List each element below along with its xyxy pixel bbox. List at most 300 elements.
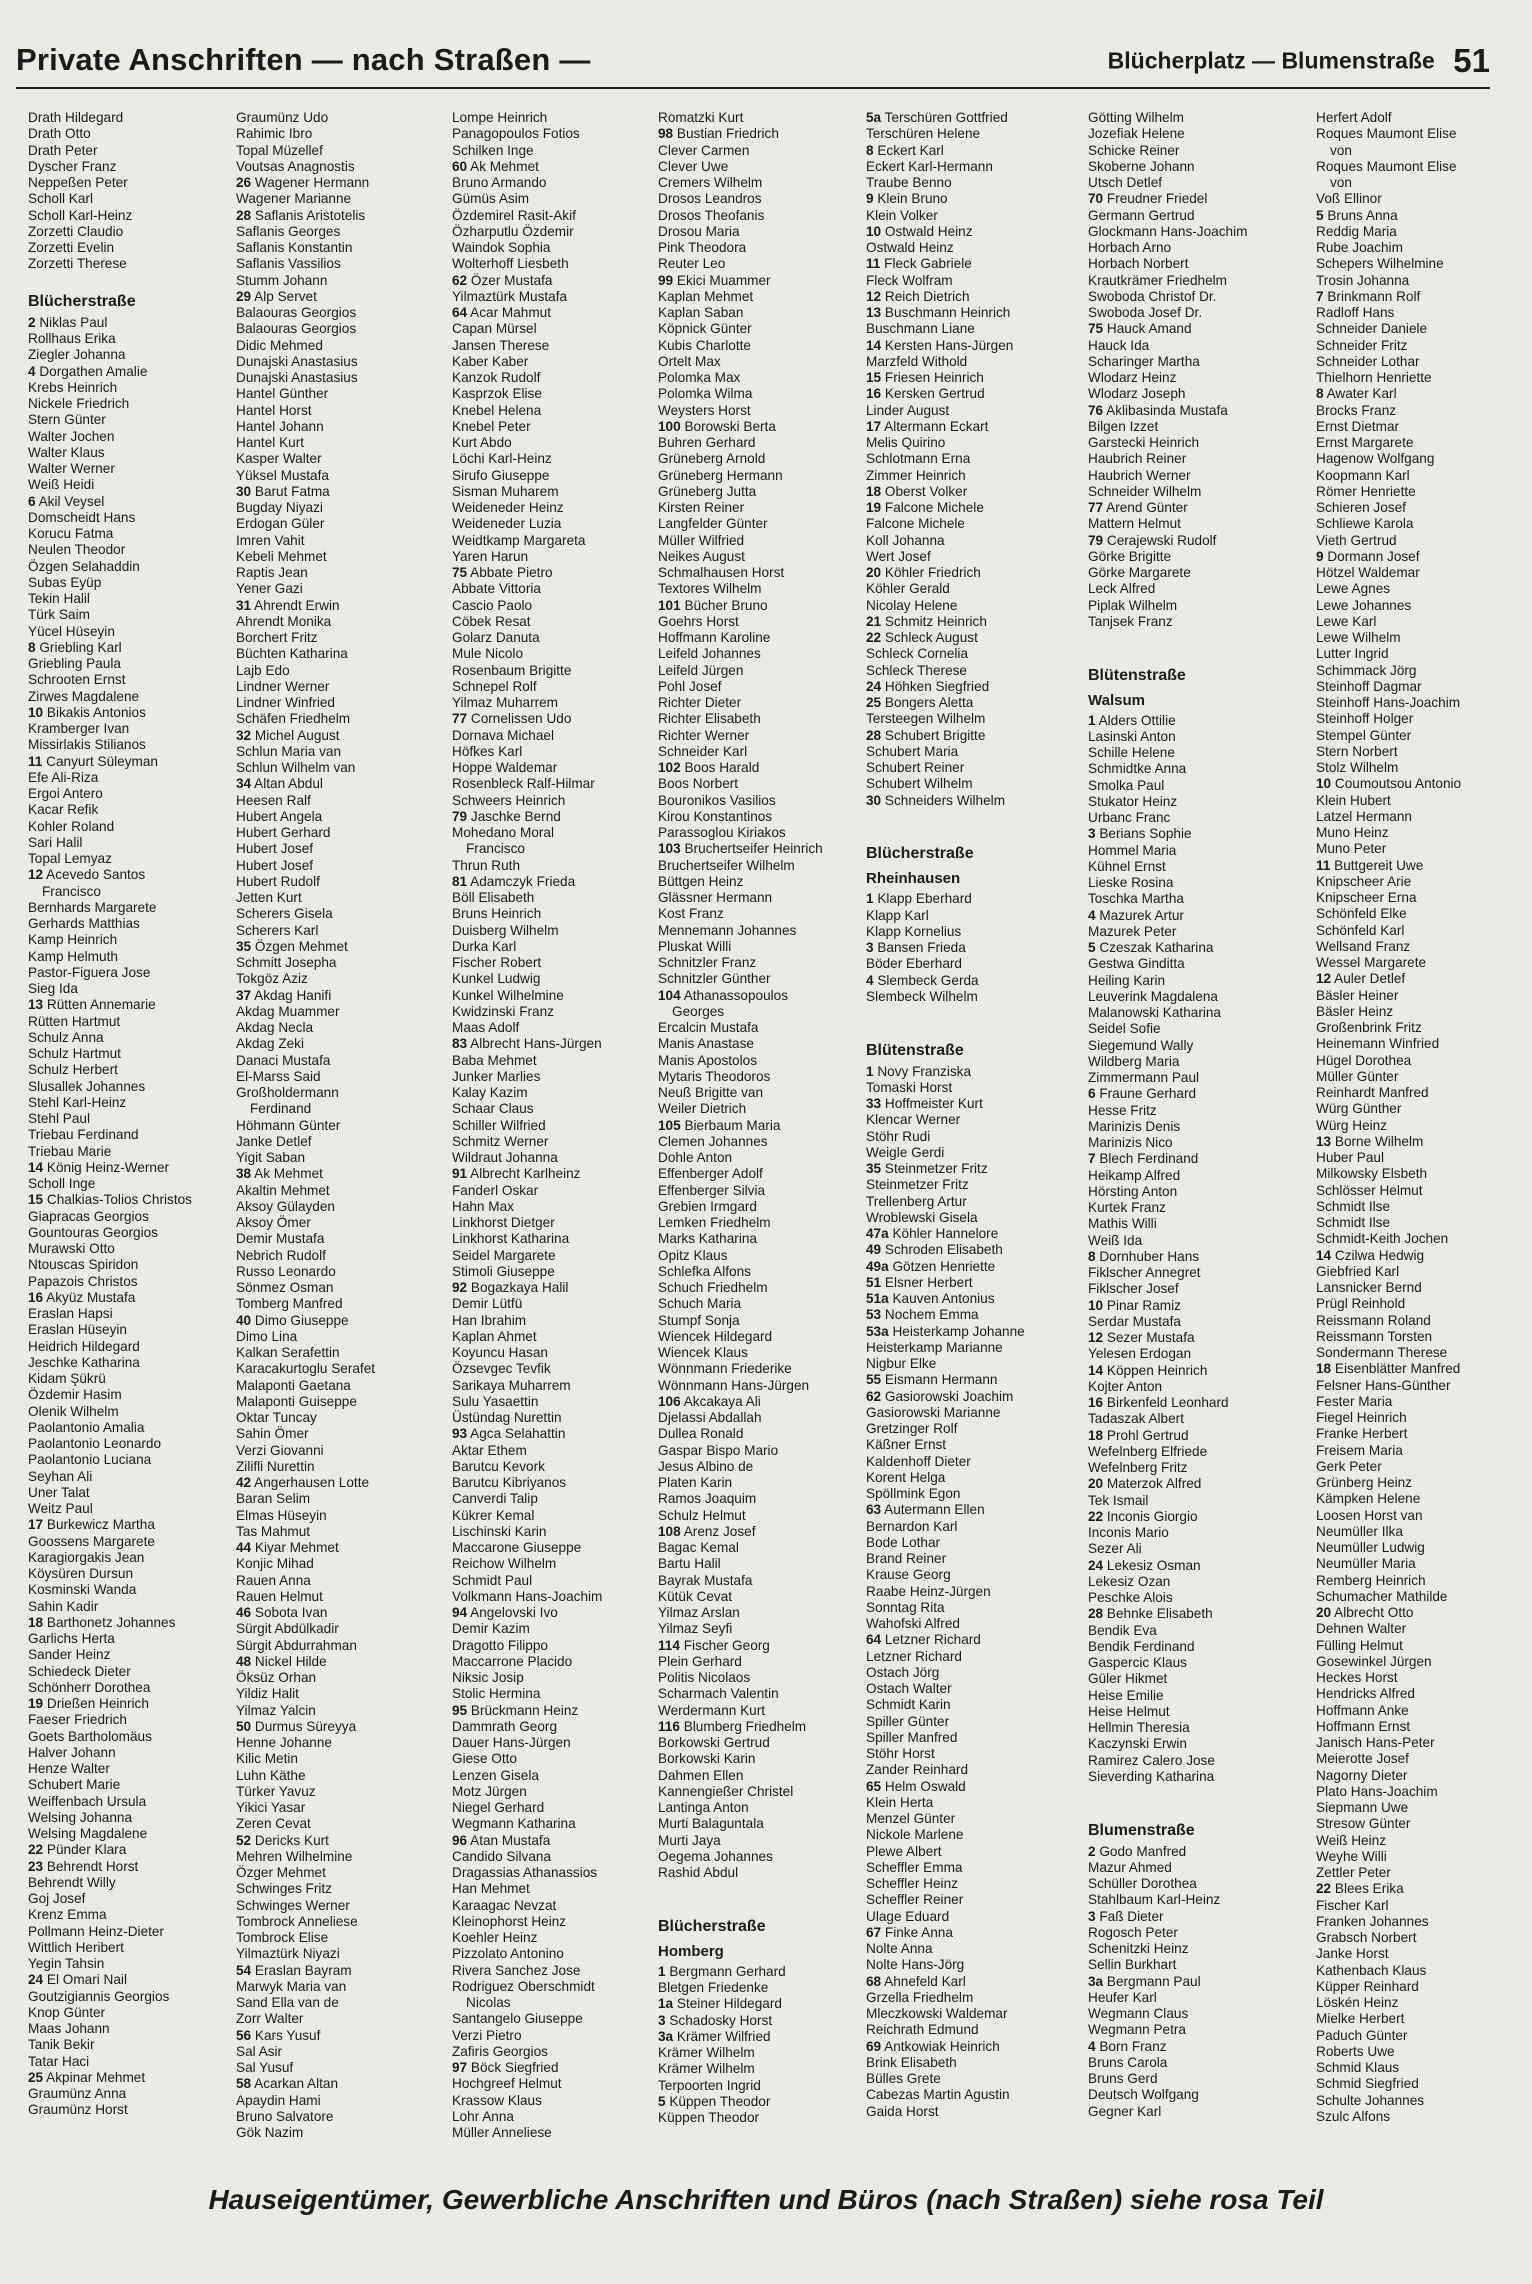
directory-entry [866, 1811, 1084, 1827]
resident-name: Weiß Heidi [28, 477, 95, 493]
directory-entry [1316, 1280, 1512, 1296]
directory-entry [236, 1296, 446, 1312]
directory-entry [28, 191, 232, 207]
directory-entry [452, 695, 652, 711]
directory-entry [866, 908, 1084, 924]
directory-entry [236, 1053, 446, 1069]
resident-name: Jesus Albino de [658, 1458, 754, 1474]
directory-entry [1088, 1509, 1314, 1525]
house-number: 24 [28, 1972, 44, 1988]
resident-name: Halver Johann [28, 1744, 116, 1760]
resident-name: Lasinski Anton [1088, 728, 1176, 744]
resident-name: Akaltin Mehmet [236, 1182, 330, 1198]
house-number: 18 [1316, 1361, 1332, 1377]
resident-name: Klapp Kornelius [866, 923, 962, 939]
resident-name: Mazur Ahmed [1088, 1859, 1172, 1875]
house-number: 108 [658, 1523, 681, 1539]
directory-entry [1088, 581, 1314, 597]
spacer [28, 273, 232, 289]
resident-name: Heisterkamp Marianne [866, 1339, 1003, 1355]
directory-entry [236, 516, 446, 532]
directory-entry [1316, 1589, 1512, 1605]
resident-name: Faß Dieter [1099, 1908, 1164, 1924]
resident-name: Arend Günter [1106, 500, 1188, 515]
directory-entry [28, 1176, 232, 1192]
directory-entry [866, 1600, 1084, 1616]
house-number: 16 [1088, 1395, 1104, 1410]
resident-name: Schlun Maria van [236, 743, 342, 759]
directory-entry [452, 1703, 652, 1719]
resident-name: Gosewinkel Jürgen [1316, 1653, 1432, 1669]
directory-entry [28, 932, 232, 948]
resident-name: Tekin Halil [28, 591, 90, 606]
directory-entry [1088, 143, 1314, 159]
directory-entry [866, 110, 1084, 126]
directory-entry [866, 2006, 1084, 2022]
directory-entry [236, 2125, 446, 2141]
resident-name: Schönfeld Karl [1316, 922, 1405, 938]
resident-name: Romatzki Kurt [658, 110, 744, 125]
resident-name: Albrecht Karlheinz [470, 1166, 581, 1182]
resident-name: Hantel Günther [236, 386, 329, 402]
resident-name: Didic Mehmed [236, 337, 323, 353]
resident-name: Paolantonio Leonardo [28, 1436, 162, 1451]
directory-entry [452, 1004, 652, 1020]
house-number: 8 [1088, 1248, 1096, 1264]
directory-entry [452, 1264, 652, 1280]
directory-entry [452, 971, 652, 987]
resident-name: Klein Volker [866, 207, 938, 223]
resident-name: Lansnicker Bernd [1316, 1280, 1422, 1295]
resident-name: Ramos Joaquim [658, 1491, 757, 1507]
directory-entry [28, 542, 232, 558]
house-number: 4 [1088, 907, 1096, 923]
directory-entry [658, 1491, 862, 1507]
spacer [866, 1021, 1084, 1037]
resident-name: Koll Johanna [866, 532, 945, 548]
house-number: 7 [1088, 1151, 1096, 1167]
house-number: 35 [866, 1161, 882, 1176]
resident-name: Pizzolato Antonino [452, 1946, 564, 1962]
resident-name: Nebrich Rudolf [236, 1247, 326, 1263]
resident-name: Janisch Hans-Peter [1316, 1735, 1435, 1750]
resident-name: Lantinga Anton [658, 1800, 749, 1815]
directory-entry [1088, 1411, 1314, 1427]
resident-name: Blees Erika [1334, 1881, 1404, 1897]
directory-entry [452, 110, 652, 126]
directory-entry [1316, 2109, 1512, 2125]
resident-name: Stimoli Giuseppe [452, 1263, 555, 1279]
resident-name: Yigit Saban [236, 1150, 306, 1165]
resident-name: Sobota Ivan [254, 1605, 328, 1620]
directory-entry [658, 1540, 862, 1556]
directory-entry [658, 1410, 862, 1426]
resident-name: Walter Jochen [28, 428, 115, 444]
resident-name: Wert Josef [866, 548, 931, 564]
resident-name: Zander Reinhard [866, 1762, 969, 1778]
house-number: 5 [1088, 940, 1096, 955]
directory-entry [658, 939, 862, 955]
resident-name: Polomka Wilma [658, 386, 753, 402]
resident-name: Gestwa Ginditta [1088, 956, 1185, 972]
directory-entry [28, 429, 232, 445]
resident-name: Schulz Herbert [28, 1062, 118, 1078]
resident-name: Gegner Karl [1088, 2103, 1162, 2119]
resident-name: Stumpf Sonja [658, 1312, 740, 1328]
resident-name: Hoppe Waldemar [452, 760, 558, 775]
directory-entry [866, 1616, 1084, 1632]
resident-name: Sirufo Giuseppe [452, 467, 550, 483]
directory-entry [1316, 809, 1512, 825]
resident-name: Dahmen Ellen [658, 1767, 744, 1783]
directory-entry [236, 679, 446, 695]
directory-entry [28, 2070, 232, 2086]
directory-entry [658, 614, 862, 630]
directory-entry [452, 1963, 652, 1979]
directory-entry [236, 825, 446, 841]
resident-name: Würg Heinz [1316, 1117, 1388, 1133]
directory-entry [1088, 435, 1314, 451]
house-number: 77 [1088, 500, 1104, 515]
house-number: 92 [452, 1280, 468, 1295]
directory-entry [1316, 1296, 1512, 1312]
directory-entry [1088, 468, 1314, 484]
house-number: 13 [1316, 1133, 1332, 1149]
directory-entry [452, 1898, 652, 1914]
directory-entry [28, 867, 232, 883]
directory-entry [452, 1296, 652, 1312]
resident-name: Tombrock Anneliese [236, 1913, 358, 1929]
directory-entry [236, 1621, 446, 1637]
resident-name: Korent Helga [866, 1469, 946, 1485]
directory-entry [28, 916, 232, 932]
resident-name: Weiffenbach Ursula [28, 1793, 147, 1809]
directory-entry [1316, 1491, 1512, 1507]
directory-entry [28, 2021, 232, 2037]
directory-entry [452, 419, 652, 435]
house-number: 3 [1088, 1908, 1096, 1924]
directory-entry [658, 1361, 862, 1377]
resident-name: Ahrendt Monika [236, 613, 332, 629]
house-number: 1 [866, 1063, 874, 1079]
directory-entry [28, 396, 232, 412]
directory-entry [452, 874, 652, 890]
resident-name: Drath Peter [28, 142, 98, 158]
resident-name: Athanassopoulos [683, 987, 789, 1003]
directory-entry [866, 1324, 1084, 1340]
resident-name: Würg Günther [1316, 1101, 1402, 1117]
resident-name: Hommel Maria [1088, 842, 1177, 858]
house-number: 30 [866, 792, 882, 808]
resident-name: Yilmaz Yalcin [236, 1702, 316, 1718]
directory-entry [866, 1762, 1084, 1778]
resident-name: Kathenbach Klaus [1316, 1962, 1427, 1978]
directory-entry [1316, 370, 1512, 386]
directory-entry [658, 1751, 862, 1767]
resident-name: Wlodarz Joseph [1088, 386, 1186, 402]
resident-name: Tek Ismail [1088, 1492, 1149, 1508]
directory-entry [866, 1486, 1084, 1502]
resident-name: Nolte Hans-Jörg [866, 1957, 965, 1973]
resident-name: Weitz Paul [28, 1501, 93, 1516]
house-number: 103 [658, 841, 681, 857]
resident-name: Grüneberg Jutta [658, 483, 757, 499]
resident-name: Demir Mustafa [236, 1231, 325, 1247]
resident-name: Fischer Karl [1316, 1897, 1389, 1913]
resident-name: Schmitz Werner [452, 1133, 549, 1149]
house-number: 7 [1316, 288, 1324, 304]
directory-entry [866, 191, 1084, 207]
house-number: 14 [866, 337, 882, 353]
directory-entry [658, 1735, 862, 1751]
directory-entry [658, 468, 862, 484]
resident-name: Eisenblätter Manfred [1334, 1361, 1461, 1377]
resident-name: Stukator Heinz [1088, 793, 1178, 809]
resident-name: Russo Leonardo [236, 1263, 336, 1279]
resident-name: Reichow Wilhelm [452, 1556, 557, 1572]
house-number: 24 [1088, 1557, 1104, 1573]
directory-entry [452, 1914, 652, 1930]
directory-entry [658, 1378, 862, 1394]
resident-name: Altan Abdul [254, 776, 323, 792]
resident-name: Urbanc Franc [1088, 810, 1171, 825]
resident-name: Schicke Reiner [1088, 142, 1180, 158]
resident-name: Auler Detlef [1334, 971, 1406, 987]
resident-name: Acar Mahmut [470, 305, 551, 320]
directory-entry [452, 598, 652, 614]
resident-name: Utsch Detlef [1088, 175, 1163, 190]
directory-entry [658, 2013, 862, 2029]
directory-entry [1316, 1361, 1512, 1377]
directory-entry [658, 224, 862, 240]
resident-name: Slembeck Gerda [877, 972, 979, 988]
directory-entry [1316, 2093, 1512, 2109]
resident-name: Pohl Josef [658, 678, 722, 694]
resident-name: Kersten Hans-Jürgen [884, 337, 1014, 353]
resident-name: Yilmaztürk Niyazi [236, 1946, 340, 1962]
resident-name: Böll Elisabeth [452, 890, 535, 905]
resident-name: Malanowski Katharina [1088, 1005, 1221, 1020]
house-number: 114 [658, 1637, 680, 1653]
directory-entry [1088, 321, 1314, 337]
directory-entry [236, 1069, 446, 1085]
resident-name: Blumberg Friedhelm [683, 1718, 807, 1734]
directory-entry [452, 1101, 652, 1117]
resident-name: Hantel Kurt [236, 435, 305, 450]
house-number: 34 [236, 776, 252, 792]
resident-name: Schleck Cornelia [866, 646, 968, 662]
directory-entry [658, 1134, 862, 1150]
resident-name: Kebeli Mehmet [236, 548, 327, 564]
resident-name: Bagac Kemal [658, 1540, 739, 1555]
resident-name: Neuß Brigitte van [658, 1085, 764, 1100]
directory-entry [28, 1875, 232, 1891]
directory-entry [236, 614, 446, 630]
directory-entry [866, 321, 1084, 337]
directory-entry [1088, 1265, 1314, 1281]
spacer [866, 825, 1084, 841]
directory-entry [1316, 1816, 1512, 1832]
house-number: 12 [1316, 971, 1332, 987]
resident-name: Schmid Siegfried [1316, 2076, 1419, 2092]
resident-name: Durka Karl [452, 938, 517, 954]
directory-entry [1316, 630, 1512, 646]
directory-entry [452, 1085, 652, 1101]
footer-note: Hauseigentümer, Gewerbliche Anschriften und Büros (nach Straßen) siehe rosa Teil [208, 2184, 1324, 2215]
resident-name: Traube Benno [866, 175, 952, 190]
directory-column [236, 110, 446, 2141]
resident-name: Reichrath Edmund [866, 2022, 979, 2038]
directory-entry [1088, 1892, 1314, 1908]
directory-entry [452, 1784, 652, 1800]
resident-name: Effenberger Silvia [658, 1182, 766, 1198]
directory-entry [1316, 1751, 1512, 1767]
house-number: 105 [658, 1117, 681, 1133]
directory-entry [236, 1101, 446, 1117]
resident-name: Knebel Helena [452, 402, 542, 418]
resident-name: Giapracas Georgios [28, 1208, 149, 1224]
directory-entry [658, 191, 862, 207]
resident-name: Nolte Anna [866, 1941, 933, 1956]
resident-name: Zimmermann Paul [1088, 1070, 1200, 1085]
resident-name: Born Franz [1099, 2038, 1167, 2054]
directory-entry [236, 581, 446, 597]
resident-name: Hoffmann Ernst [1316, 1718, 1411, 1734]
directory-entry [236, 2011, 446, 2027]
directory-entry [1316, 565, 1512, 581]
resident-name: Pluskat Willi [658, 938, 732, 954]
directory-entry [658, 1150, 862, 1166]
resident-name: Ulage Eduard [866, 1908, 950, 1924]
resident-name: Schönherr Dorothea [28, 1679, 151, 1695]
resident-name: Sürgit Abdurrahman [236, 1637, 357, 1653]
house-number: 102 [658, 760, 681, 775]
directory-entry [1088, 875, 1314, 891]
resident-name: Schneider Fritz [1316, 337, 1408, 353]
directory-entry [1316, 533, 1512, 549]
directory-entry [1088, 1606, 1314, 1622]
directory-entry [1088, 1168, 1314, 1184]
resident-name: Aklibasinda Mustafa [1106, 402, 1228, 418]
directory-entry [236, 273, 446, 289]
resident-name: Marinizis Nico [1088, 1135, 1173, 1150]
resident-name: Prügl Reinhold [1316, 1296, 1406, 1312]
resident-name: Eckert Karl-Hermann [866, 158, 993, 174]
house-number: 14 [1316, 1247, 1332, 1263]
directory-entry [1088, 1590, 1314, 1606]
resident-name: Triebau Ferdinand [28, 1127, 139, 1143]
directory-entry [658, 126, 862, 142]
directory-entry [28, 672, 232, 688]
resident-name: Buttgereit Uwe [1334, 857, 1424, 873]
directory-entry [236, 1508, 446, 1524]
directory-entry [28, 851, 232, 867]
directory-entry [658, 695, 862, 711]
directory-entry [1088, 240, 1314, 256]
directory-entry [236, 435, 446, 451]
resident-name: Bartu Halil [658, 1556, 721, 1572]
directory-entry [866, 1372, 1084, 1388]
resident-name: Kamp Heinrich [28, 932, 118, 948]
resident-name: Pinar Ramiz [1106, 1297, 1181, 1313]
resident-name: Rütten Annemarie [46, 997, 156, 1013]
resident-name: Ostach Jörg [866, 1664, 940, 1680]
directory-entry [1088, 1233, 1314, 1249]
directory-entry [236, 1963, 446, 1979]
resident-name: Hagenow Wolfgang [1316, 451, 1435, 467]
directory-entry [866, 1860, 1084, 1876]
resident-name: Kanzok Rudolf [452, 370, 541, 385]
resident-name: Krämer Wilhelm [658, 2045, 755, 2060]
house-number: 60 [452, 158, 468, 174]
directory-entry [452, 2076, 652, 2092]
directory-entry [866, 1681, 1084, 1697]
resident-name: Elmas Hüseyin [236, 1507, 327, 1523]
directory-entry [866, 1746, 1084, 1762]
resident-name: Scharinger Martha [1088, 353, 1200, 369]
directory-entry [28, 1030, 232, 1046]
house-number: 79 [1088, 532, 1104, 548]
resident-name: Haubrich Reiner [1088, 451, 1187, 467]
resident-name: Terpoorten Ingrid [658, 2077, 761, 2093]
directory-entry [658, 500, 862, 516]
resident-name: Sulu Yasaettin [452, 1393, 539, 1409]
directory-entry [452, 354, 652, 370]
directory-entry [1088, 516, 1314, 532]
directory-entry [1316, 1865, 1512, 1881]
resident-name: Wagener Marianne [236, 191, 352, 207]
resident-name: Wroblewski Gisela [866, 1209, 978, 1225]
directory-entry [236, 1199, 446, 1215]
resident-name: Welsing Magdalene [28, 1826, 148, 1841]
directory-entry [866, 1421, 1084, 1437]
resident-name: Aktar Ethem [452, 1442, 527, 1458]
directory-entry [1316, 1670, 1512, 1686]
resident-name: Schneider Lothar [1316, 353, 1420, 369]
directory-entry [452, 630, 652, 646]
resident-name: Roques Maumont Elise [1316, 126, 1457, 142]
directory-entry [1088, 1346, 1314, 1362]
resident-name: Koehler Heinz [452, 1930, 538, 1945]
resident-name: Schmidt Paul [452, 1572, 533, 1588]
resident-name: Kurtek Franz [1088, 1200, 1166, 1215]
resident-name: Schmid Klaus [1316, 2060, 1400, 2075]
resident-name: Yilmaz Arslan [658, 1605, 740, 1620]
directory-entry [866, 760, 1084, 776]
resident-name: Yener Gazi [236, 581, 303, 597]
directory-entry [452, 1134, 652, 1150]
directory-entry [866, 468, 1084, 484]
directory-entry [866, 338, 1084, 354]
directory-entry [658, 890, 862, 906]
resident-name: Luhn Käthe [236, 1767, 306, 1783]
directory-entry [1088, 924, 1314, 940]
spacer [1088, 1785, 1314, 1801]
directory-entry [452, 289, 652, 305]
directory-entry [1316, 159, 1512, 175]
resident-name: Sieverding Katharina [1088, 1768, 1215, 1784]
directory-entry [1088, 940, 1314, 956]
resident-name: Fester Maria [1316, 1393, 1393, 1409]
directory-entry [658, 1703, 862, 1719]
resident-name: Francisco [42, 883, 101, 899]
directory-entry [1088, 1769, 1314, 1785]
resident-name: Pink Theodora [658, 240, 747, 255]
resident-name: Bendik Ferdinand [1088, 1638, 1195, 1654]
resident-name: Scheffler Emma [866, 1859, 963, 1875]
directory-entry [1316, 1020, 1512, 1036]
resident-name: Aksoy Gülayden [236, 1198, 335, 1214]
